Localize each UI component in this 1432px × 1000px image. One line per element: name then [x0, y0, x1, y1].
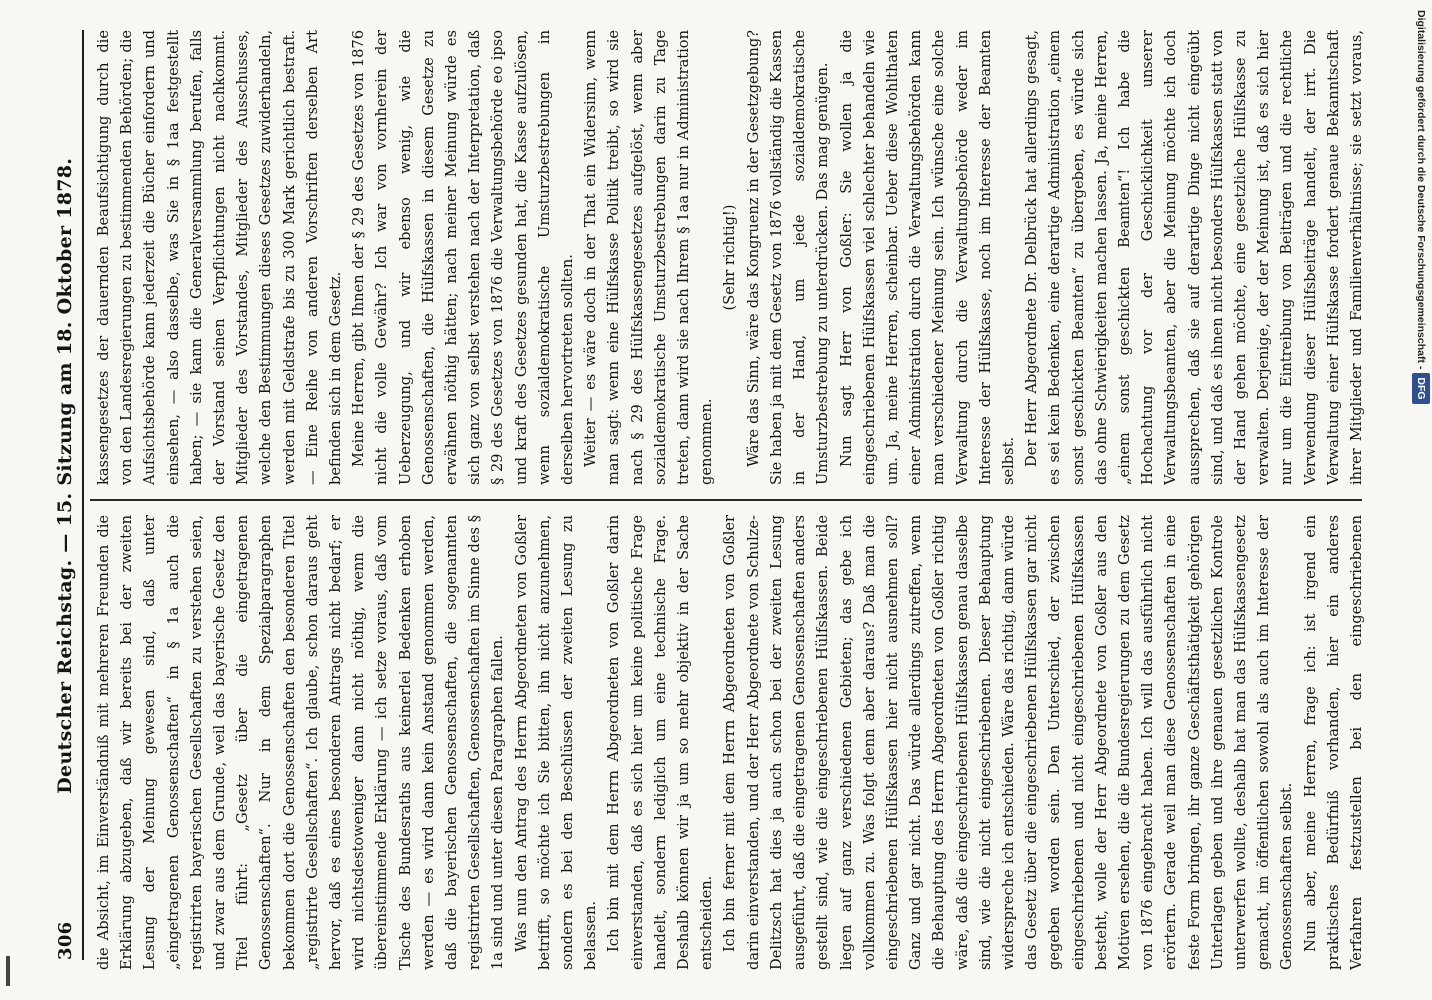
paragraph: Was nun den Antrag des Herrn Abgeordneten von Goßler betrifft, so möchte ich Sie bitten, ihn nicht anzunehmen, sondern es bei den Beschlüssen der zweiten Lesung zu belassen.: [512, 515, 600, 970]
paragraph: Weiter — es wäre doch in der That ein Widersinn, wenn man sagt: wenn eine Hülfskasse Politik treibt, so wird sie nach § 29 des Hülfskassengesetzes aufgelöst, wenn aber sozialdemokratische Umsturzbestrebungen darin zu Tage treten, dann wird sie nach Ihrem § 1aa nur in Administration genommen.: [582, 30, 716, 485]
digitization-credit: [1412, 10, 1430, 710]
dfg-logo: DFG: [1412, 373, 1430, 403]
scan-mark: [6, 956, 10, 986]
left-column: [92, 515, 1372, 970]
page-header: [42, 30, 76, 960]
paragraph: Ich bin mit dem Herrn Abgeordneten von Goßler darin einverstanden, daß es sich hier um keine politische Frage handelt, sondern lediglich um eine technische Frage. Deshalb können wir ja um so mehr objektiv in der Sache entscheiden.: [605, 515, 716, 970]
paragraph: Ich bin ferner mit dem Herrn Abgeordneten von Goßler darin einverstanden, und der Herr Abgeordnete von Schulze-Delitzsch hat dies ja auch schon bei der zweiten Lesung ausgeführt, daß die eingetragenen Genossenschaften anders gestellt sind, wie die eingeschriebenen Hülfskassen. Beide liegen auf ganz verschiedenen Gebieten; das gebe ich vollkommen zu. Was folgt denn aber daraus? Daß man die eingeschriebenen Hülfskassen hier nicht ausnehmen soll? Ganz und gar nicht. Das würde allerdings zutreffen, wenn die Behauptung des Herrn Abgeordneten von Goßler richtig wäre, daß die eingeschriebenen Hülfskassen genau dasselbe sind, wie die nicht eingeschriebenen. Dieser Behauptung widerspreche ich entschieden. Wäre das richtig, dann würde das Gesetz über die eingeschriebenen Hülfskassen gar nicht gegeben worden sein. Den Unterschied, der zwischen eingeschriebenen und nicht eingeschriebenen Hülfskassen besteht, wolle der Herr Abgeordnete von Goßler aus den Motiven ersehen, die die Bundesregierungen zu dem Gesetz von 1876 eingebracht haben. Ich will das ausführlich nicht erörtern. Gerade weil man diese Genossenschaften in eine feste Form bringen, ihr ganze Geschäftsthätigkeit gehörigen Unterlagen geben und ihre genauen gesetzlichen Kontrole unterwerfen wollte, deshalb hat man das Hülfskassengesetz gemacht, im öffentlichen sowohl als auch im Interesse der Genossenschaften selbst.: [721, 515, 1296, 970]
credit-text: Digitalisierung gefördert durch die Deutsche Forschungsgemeinschaft -: [1415, 10, 1427, 370]
page-number: 306: [55, 921, 76, 960]
column-divider: [90, 499, 1362, 501]
paragraph: Nun aber, meine Herren, frage ich: ist irgend ein praktisches Bedürfniß vorhanden, hier ein anderes Verfahren festzustellen bei den eingeschriebenen: [1301, 515, 1365, 970]
paragraph: Nun sagt Herr von Goßler: Sie wollen ja die eingeschriebenen Hülfskassen viel schlechter behandeln wie um. Ja, meine Herren, scheinbar. Ueber diese Wohlthaten einer Administration durch die Verwaltungsbehörden kann man verschiedener Meinung sein. Ich wünsche eine solche Verwaltung durch die Verwaltungsbehörde weder im Interesse der Hülfskasse, noch im Interesse der Beamten selbst.: [837, 30, 1017, 485]
page-title: Deutscher Reichstag. — 15. Sitzung am 18. Oktober 1878.: [54, 157, 76, 794]
paragraph: kassengesetzes der dauernden Beaufsichtigung durch die von den Landesregierungen zu bestimmenden Behörden; die Aufsichtsbehörde kann jederzeit die Bücher einfordern und einsehen, — also dasselbe, was Sie in § 1aa festgestellt haben; — sie kann die Generalversammlung berufen, falls der Vorstand seinen Verpflichtungen nicht nachkommt. Mitglieder des Vorstandes, Mitglieder des Ausschusses, welche den Bestimmungen dieses Gesetzes zuwiderhandeln, werden mit Geldstrafe bis zu 300 Mark gerichtlich bestraft. — Eine Reihe von anderen Vorschriften derselben Art befinden sich in dem Gesetz.: [95, 30, 345, 485]
paragraph: Der Herr Abgeordnete Dr. Delbrück hat allerdings gesagt, es sei kein Bedenken, eine derartige Administration „einem sonst geschickten Beamten“ zu übergeben, es würde sich das ohne Schwierigkeiten machen lassen. Ja, meine Herren, „einem sonst geschickten Beamten“! Ich habe die Hochachtung vor der Geschicklichkeit unserer Verwaltungsbeamten, aber die Meinung möchte ich doch aussprechen, daß sie auf derartige Dinge nicht eingeübt sind, und daß es ihnen nicht besonders Hülfskassen statt von der Hand gehen möchte, eine gesetzliche Hülfskasse zu verwalten. Derjenige, der der Meinung ist, daß es sich hier nur um die Eintreibung von Beiträgen und die rechtliche Verwendung dieser Hülfsbeiträge handelt, der irrt. Die Verwaltung einer Hülfskasse fordert genaue Bekanntschaft ihrer Mitglieder und Familienverhältnisse; sie setzt voraus,: [1023, 30, 1365, 485]
paragraph: Meine Herren, gibt Ihnen der § 29 des Gesetzes von 1876 nicht die volle Gewähr? Ich war von vornherein der Ueberzeugung, und wir ebenso wenig, wie die Genossenschaften, die Hülfskassen in diesem Gesetze zu erwähnen nöthig hätten; nach meiner Meinung würde es sich ganz von selbst verstehen nach der Interpretation, daß § 29 des Gesetzes von 1876 die Verwaltungsbehörde eo ipso und kraft des Gesetzes gesunden hat, die Kasse aufzulösen, wenn sozialdemokratische Umsturzbestrebungen in derselben hervortreten sollten.: [350, 30, 577, 485]
paragraph: Wäre das Sinn, wäre das Kongruenz in der Gesetzgebung? Sie haben ja mit dem Gesetz von 1876 vollständig die Kassen in der Hand, um jede sozialdemokratische Umsturzbestrebung zu unterdrücken. Das mag genügen.: [744, 30, 832, 485]
header-rule: [82, 30, 84, 960]
paragraph: die Absicht, im Einverständniß mit mehreren Freunden die Erklärung abzugeben, daß wir bereits bei der zweiten Lesung der Meinung gewesen sind, daß unter „eingetragenen Genossenschaften“ in § 1a auch die registrirten bayerischen Gesellschaften zu verstehen seien, und zwar aus dem Grunde, weil das bayerische Gesetz den Titel führt: „Gesetz über die eingetragenen Genossenschaften“. Nur in dem Spezialparagraphen bekommen dort die Genossenschaften den besonderen Titel „registrirte Gesellschaften“. Ich glaube, schon daraus geht hervor, daß es eines besonderen Antrags nicht bedarf; er wird nichtsdestoweniger dann nicht nöthig, wenn die übereinstimmende Erklärung — ich setze voraus, daß vom Tische des Bundesraths aus keinerlei Bedenken erhoben werden — es wird dann kein Anstand genommen werden, daß die bayerischen Genossenschaften, die sogenannten registrirten Gesellschaften, Genossenschaften im Sinne des § 1a sind und unter diesen Paragraphen fallen.: [95, 515, 507, 970]
right-column: [92, 30, 1372, 485]
interjection: (Sehr richtig!): [721, 204, 739, 311]
